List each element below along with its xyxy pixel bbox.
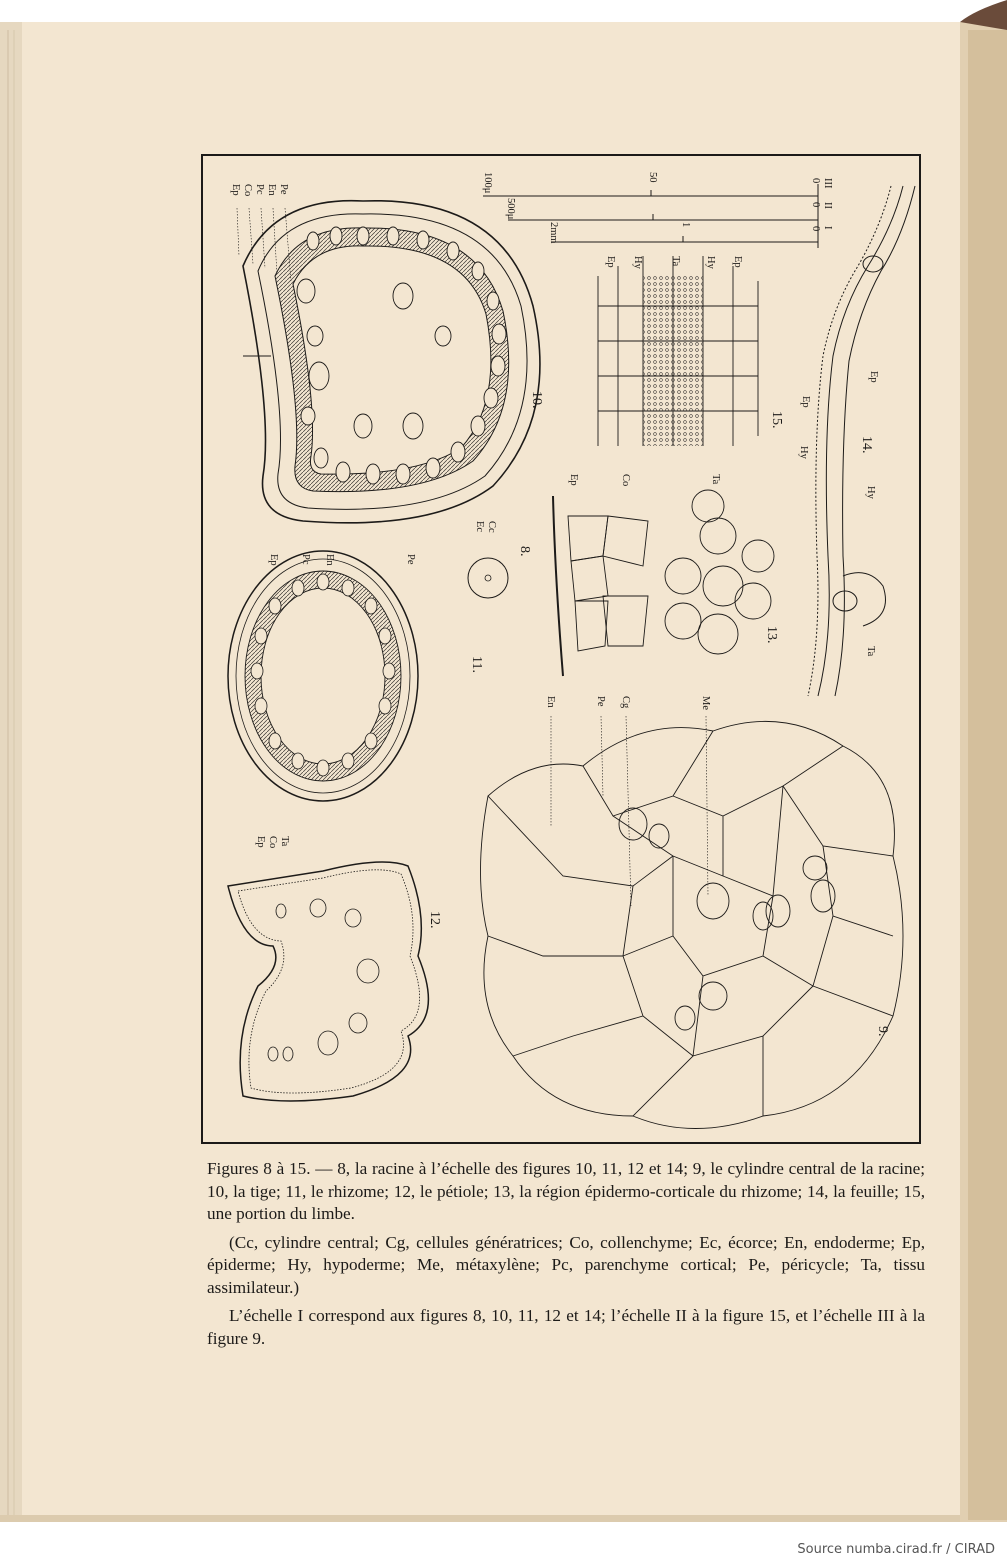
scale-II-unit: 500μ [505,198,516,220]
fig13-label-Co: Co [620,474,631,487]
scale-III-roman: III [822,178,833,189]
figure-number-14: 14. [859,436,874,454]
figure-10-stem-section [243,201,540,523]
figure-number-8: 8. [517,546,532,557]
figure-9-central-cylinder [481,721,904,1128]
figure-12-labels [255,836,290,848]
fig15-label-Ta: Ta [670,256,681,267]
fig9-label-En: En [545,696,556,708]
figure-15-leaf-blade [598,256,758,446]
figure-12-petiole-section [228,862,428,1101]
caption-figure-list: Figures 8 à 15. — 8, la racine à l’échelle des figures 10, 11, 12 et 14; 9, le cylindre central de la racine; 10, la tige; 11, le rhizome; 12, le pétiole; 13, la région épidermo-corticale du rhizome; 14, la feuille; 15, une portion du limbe. [207,1159,925,1223]
fig14-label-Ta: Ta [865,646,876,657]
fig15-label-Ep-2: Ep [732,256,743,268]
figure-13-epidermo-cortical [553,490,774,676]
figure-number-11: 11. [469,656,484,673]
caption-abbreviations: (Cc, cylindre central; Cg, cellules génératrices; Co, collenchyme; Ec, écorce; En, endoderme; Ep, épiderme; Hy, hypoderme; Me, métaxylène; Pc, parenchyme cortical; Pe, péricycle; Ta, tissu assimilateur.) [207,1232,925,1297]
fig12-label-Ta: Ta [279,836,290,847]
figure-number-10: 10. [529,391,544,409]
fig11-label-Ep: Ep [268,554,279,566]
scale-III-unit: 100μ [482,172,493,194]
fig10-label-Ep: Ep [230,184,241,196]
scale-II-roman: II [822,202,833,209]
scale-III-mid: 50 [647,172,658,183]
figure-11-rhizome-section [228,551,418,801]
source-credit: Source numba.cirad.fr / CIRAD [797,1542,995,1557]
fig14-label-Hy-2: Hy [865,486,876,499]
fig11-label-Pc: Pc [300,554,311,565]
fig9-label-Cg: Cg [620,696,631,709]
fig13-label-Ep: Ep [568,474,579,486]
fig15-label-Hy: Hy [632,256,643,269]
scale-I-mid: 1 [680,222,691,228]
botanical-figures-drawing [203,156,919,1142]
fig14-label-Ep-2: Ep [868,371,879,383]
fig10-label-Pc: Pc [254,184,265,195]
scale-I-roman: I [822,226,833,230]
figure-plate [201,154,921,1144]
figure-15-labels [605,256,743,270]
figure-number-15: 15. [769,411,784,429]
fig9-label-Pe: Pe [595,696,606,707]
figure-13-labels [568,474,721,486]
fig8-label-Ec: Ec [474,521,485,533]
fig14-label-Hy: Hy [798,446,809,459]
figure-number-12: 12. [427,911,442,929]
fig10-label-Pe: Pe [278,184,289,195]
figure-number-9: 9. [875,1026,890,1037]
figure-14-labels [798,371,879,657]
fig14-label-Ep: Ep [800,396,811,408]
fig11-label-En: En [324,554,335,566]
fig10-label-En: En [266,184,277,196]
fig15-label-Hy-2: Hy [705,256,716,269]
fig8-label-Cc: Cc [486,521,497,533]
scale-III-zero: 0 [810,178,821,184]
scale-II-zero: 0 [810,202,821,208]
figure-11-labels [268,554,416,566]
scale-bars [483,184,818,248]
figure-number-13: 13. [764,626,779,644]
fig12-label-Ep: Ep [255,836,266,848]
fig9-label-Me: Me [700,696,711,710]
figure-caption [207,1158,925,1350]
figure-8-root-section [468,558,508,598]
fig11-label-Pe: Pe [405,554,416,565]
caption-scales: L’échelle I correspond aux figures 8, 10, 11, 12 et 14; l’échelle II à la figure 15, et l’échelle III à la figure 9. [207,1306,925,1348]
fig10-label-Co: Co [242,184,253,197]
fig12-label-Co: Co [267,836,278,849]
scale-I-zero: 0 [810,226,821,232]
fig15-label-Ep: Ep [605,256,616,268]
scale-I-unit: 2mm [548,222,559,244]
fig13-label-Ta: Ta [710,474,721,485]
